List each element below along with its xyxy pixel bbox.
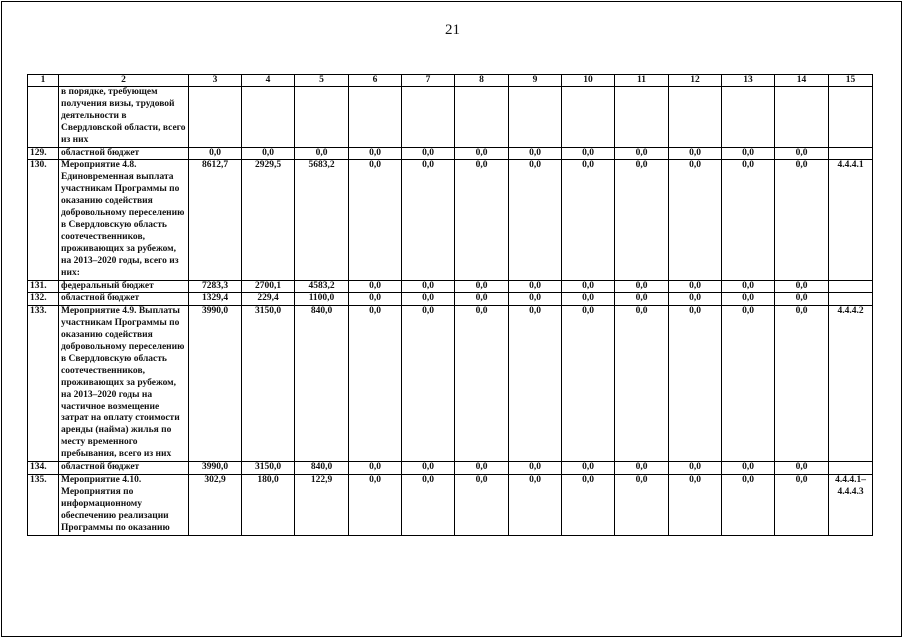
value-cell: 229,4 (242, 293, 295, 306)
reference-cell: 4.4.4.2 (829, 306, 873, 462)
value-cell: 0,0 (669, 160, 722, 280)
value-cell (295, 87, 349, 148)
budget-table (27, 74, 873, 536)
value-cell: 1329,4 (189, 293, 242, 306)
value-cell: 0,0 (509, 306, 562, 462)
header-cell: 11 (615, 75, 669, 87)
header-cell: 9 (509, 75, 562, 87)
value-cell: 5683,2 (295, 160, 349, 280)
row-number: 130. (28, 160, 59, 280)
value-cell: 0,0 (615, 147, 669, 160)
table-row (28, 160, 873, 280)
header-cell: 8 (455, 75, 509, 87)
row-description: федеральный бюджет (59, 280, 189, 293)
table-row (28, 87, 873, 148)
value-cell: 0,0 (509, 475, 562, 536)
value-cell (775, 87, 829, 148)
value-cell (242, 87, 295, 148)
row-number: 134. (28, 462, 59, 475)
value-cell: 0,0 (722, 306, 775, 462)
table-row (28, 462, 873, 475)
value-cell: 0,0 (349, 293, 402, 306)
value-cell: 0,0 (669, 280, 722, 293)
value-cell: 0,0 (349, 462, 402, 475)
page-number: 21 (445, 22, 460, 38)
value-cell: 0,0 (455, 306, 509, 462)
value-cell: 0,0 (349, 147, 402, 160)
value-cell: 0,0 (509, 160, 562, 280)
value-cell: 0,0 (349, 280, 402, 293)
value-cell: 0,0 (615, 475, 669, 536)
value-cell: 3990,0 (189, 306, 242, 462)
header-cell: 3 (189, 75, 242, 87)
value-cell: 0,0 (775, 280, 829, 293)
value-cell: 0,0 (722, 462, 775, 475)
value-cell: 0,0 (509, 280, 562, 293)
value-cell: 3150,0 (242, 306, 295, 462)
row-number: 133. (28, 306, 59, 462)
row-number: 129. (28, 147, 59, 160)
value-cell: 0,0 (669, 462, 722, 475)
value-cell: 0,0 (295, 147, 349, 160)
row-description: Мероприятие 4.8. Единовременная выплата участникам Программы по оказанию содействия добровольному переселению в Свердловскую область соотечественников, проживающих за рубежом, на 2013–2020 годы, всего из них: (59, 160, 189, 280)
reference-line: 4.4.4.3 (837, 486, 864, 497)
value-cell: 0,0 (615, 160, 669, 280)
row-number: 131. (28, 280, 59, 293)
table-row (28, 475, 873, 536)
value-cell: 0,0 (775, 462, 829, 475)
value-cell: 0,0 (455, 147, 509, 160)
value-cell: 0,0 (775, 306, 829, 462)
header-cell: 4 (242, 75, 295, 87)
value-cell: 2929,5 (242, 160, 295, 280)
value-cell: 4583,2 (295, 280, 349, 293)
value-cell: 3150,0 (242, 462, 295, 475)
value-cell: 0,0 (775, 475, 829, 536)
value-cell (455, 87, 509, 148)
value-cell: 0,0 (775, 293, 829, 306)
header-cell: 1 (28, 75, 59, 87)
value-cell: 0,0 (242, 147, 295, 160)
value-cell: 0,0 (455, 462, 509, 475)
value-cell: 0,0 (669, 293, 722, 306)
header-cell: 2 (59, 75, 189, 87)
value-cell: 0,0 (775, 147, 829, 160)
value-cell: 1100,0 (295, 293, 349, 306)
header-cell: 13 (722, 75, 775, 87)
value-cell: 0,0 (775, 160, 829, 280)
value-cell: 0,0 (455, 293, 509, 306)
reference-cell (829, 147, 873, 160)
value-cell: 0,0 (349, 475, 402, 536)
value-cell: 0,0 (402, 147, 455, 160)
value-cell (562, 87, 615, 148)
header-cell: 5 (295, 75, 349, 87)
value-cell: 0,0 (402, 160, 455, 280)
row-description: Мероприятие 4.10. Мероприятия по информационному обеспечению реализации Программы по оказанию (59, 475, 189, 536)
value-cell: 0,0 (562, 306, 615, 462)
row-description: областной бюджет (59, 462, 189, 475)
value-cell: 0,0 (722, 160, 775, 280)
table-row (28, 280, 873, 293)
value-cell: 840,0 (295, 462, 349, 475)
value-cell: 8612,7 (189, 160, 242, 280)
reference-cell (829, 462, 873, 475)
header-cell: 14 (775, 75, 829, 87)
table-row (28, 293, 873, 306)
row-number: 132. (28, 293, 59, 306)
value-cell: 122,9 (295, 475, 349, 536)
value-cell: 3990,0 (189, 462, 242, 475)
value-cell: 0,0 (402, 306, 455, 462)
value-cell: 0,0 (455, 160, 509, 280)
value-cell: 7283,3 (189, 280, 242, 293)
value-cell: 0,0 (722, 475, 775, 536)
value-cell: 0,0 (722, 293, 775, 306)
value-cell: 180,0 (242, 475, 295, 536)
value-cell: 0,0 (509, 462, 562, 475)
value-cell (349, 87, 402, 148)
value-cell: 0,0 (615, 293, 669, 306)
value-cell: 0,0 (402, 280, 455, 293)
value-cell: 0,0 (562, 280, 615, 293)
value-cell: 0,0 (562, 293, 615, 306)
table-row (28, 147, 873, 160)
header-cell: 7 (402, 75, 455, 87)
header-row (28, 75, 873, 87)
row-description: в порядке, требующем получения визы, трудовой деятельности в Свердловской области, всего из них (59, 87, 189, 148)
header-cell: 12 (669, 75, 722, 87)
value-cell: 0,0 (402, 293, 455, 306)
value-cell: 0,0 (722, 280, 775, 293)
value-cell: 302,9 (189, 475, 242, 536)
value-cell: 0,0 (562, 147, 615, 160)
value-cell: 0,0 (509, 147, 562, 160)
value-cell: 0,0 (349, 306, 402, 462)
value-cell: 0,0 (722, 147, 775, 160)
value-cell (669, 87, 722, 148)
reference-cell (829, 87, 873, 148)
reference-cell (829, 280, 873, 293)
reference-line: 4.4.4.1– (835, 475, 866, 485)
table-body (28, 87, 873, 536)
reference-cell: 4.4.4.1 (829, 160, 873, 280)
value-cell: 0,0 (669, 147, 722, 160)
value-cell: 0,0 (615, 306, 669, 462)
value-cell: 0,0 (669, 306, 722, 462)
value-cell (509, 87, 562, 148)
row-description: областной бюджет (59, 293, 189, 306)
value-cell: 0,0 (455, 475, 509, 536)
row-description: областной бюджет (59, 147, 189, 160)
row-number: 135. (28, 475, 59, 536)
table-row (28, 306, 873, 462)
value-cell: 0,0 (562, 475, 615, 536)
value-cell: 0,0 (615, 462, 669, 475)
value-cell: 2700,1 (242, 280, 295, 293)
value-cell: 0,0 (562, 462, 615, 475)
value-cell: 840,0 (295, 306, 349, 462)
value-cell (189, 87, 242, 148)
reference-cell (829, 293, 873, 306)
value-cell: 0,0 (615, 280, 669, 293)
value-cell (402, 87, 455, 148)
row-description: Мероприятие 4.9. Выплаты участникам Программы по оказанию содействия добровольному переселению в Свердловскую область соотечественников, проживающих за рубежом, на 2013–2020 годы на частичное возмещение затрат на оплату стоимости аренды (найма) жилья по месту временного пребывания, всего из них (59, 306, 189, 462)
value-cell: 0,0 (402, 475, 455, 536)
value-cell (615, 87, 669, 148)
reference-cell (829, 475, 873, 536)
value-cell: 0,0 (349, 160, 402, 280)
value-cell (722, 87, 775, 148)
value-cell: 0,0 (669, 475, 722, 536)
row-number (28, 87, 59, 148)
value-cell: 0,0 (402, 462, 455, 475)
value-cell: 0,0 (562, 160, 615, 280)
header-cell: 10 (562, 75, 615, 87)
value-cell: 0,0 (189, 147, 242, 160)
header-cell: 6 (349, 75, 402, 87)
value-cell: 0,0 (509, 293, 562, 306)
header-cell: 15 (829, 75, 873, 87)
value-cell: 0,0 (455, 280, 509, 293)
